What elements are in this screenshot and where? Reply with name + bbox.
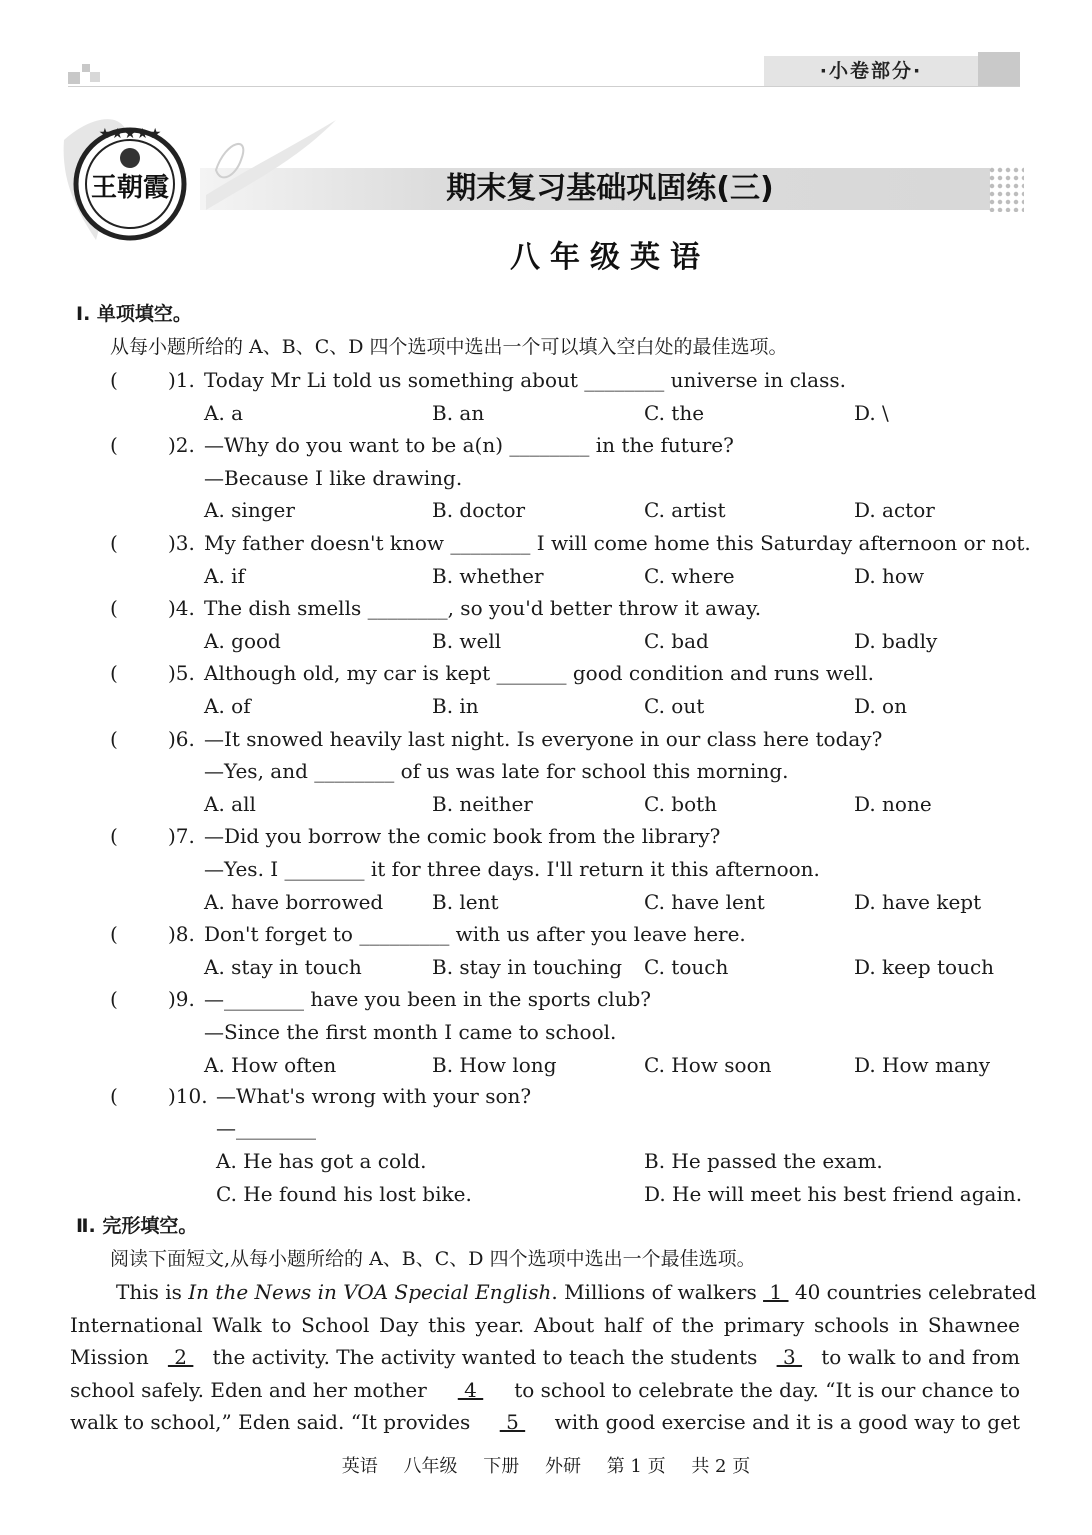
passage-text: . Millions of walkers [551, 1280, 764, 1304]
section-tag: ·小卷部分· [764, 56, 978, 86]
option: A. of [204, 694, 251, 718]
option: B. in [432, 694, 479, 718]
footer-subject: 英语 [341, 1456, 378, 1477]
option: C. He found his lost bike. [216, 1182, 472, 1206]
option: A. have borrowed [204, 890, 384, 914]
page-title: 期末复习基础巩固练(三) [446, 171, 774, 206]
option: C. How soon [644, 1053, 772, 1077]
svg-text:★★★★★: ★★★★★ [98, 126, 162, 142]
question-line: —Did you borrow the comic book from the library? [204, 824, 721, 848]
question-number: )8. [168, 922, 195, 946]
option: C. have lent [644, 890, 765, 914]
option: B. He passed the exam. [644, 1149, 883, 1173]
passage-text: walk to school,” Eden said. “It provides [70, 1410, 477, 1434]
answer-paren[interactable]: ( [110, 433, 118, 457]
footer-grade: 八年级 [403, 1456, 458, 1477]
page-footer [0, 1452, 1092, 1478]
question-number: )3. [168, 531, 195, 555]
passage-line [116, 1278, 1037, 1306]
publisher-logo [56, 100, 356, 250]
option: D. actor [854, 498, 935, 522]
logo-text: 王朝霞 [90, 173, 170, 203]
banner-dots [988, 166, 1024, 212]
section2-instruction: 阅读下面短文,从每小题所给的 A、B、C、D 四个选项中选出一个最佳选项。 [110, 1248, 756, 1270]
option: B. neither [432, 792, 533, 816]
tag-block [978, 52, 1020, 86]
corner-square [68, 72, 80, 84]
passage-line [70, 1408, 1020, 1436]
header-rule [68, 86, 1020, 87]
option: C. artist [644, 498, 726, 522]
option: B. stay in touching [432, 955, 623, 979]
question-line: Don't forget to _________ with us after you leave here. [204, 922, 746, 946]
question-line: —Since the first month I came to school. [204, 1020, 617, 1044]
answer-paren[interactable]: ( [110, 727, 118, 751]
option: B. well [432, 629, 502, 653]
question-line: —Why do you want to be a(n) ________ in the future? [204, 433, 734, 457]
answer-paren[interactable]: ( [110, 596, 118, 620]
corner-square [90, 72, 100, 82]
passage-text: to walk to and from [814, 1345, 1020, 1369]
option: A. stay in touch [204, 955, 362, 979]
question-number: )6. [168, 727, 195, 751]
option: A. He has got a cold. [216, 1149, 427, 1173]
option: A. a [204, 401, 244, 425]
option: D. badly [854, 629, 938, 653]
passage-text: with good exercise and it is a good way to get [548, 1410, 1020, 1434]
option: B. How long [432, 1053, 557, 1077]
passage-text: This is [116, 1280, 189, 1304]
question-line: Although old, my car is kept _______ good condition and runs well. [204, 661, 874, 685]
question-number: )10. [168, 1084, 208, 1108]
question-number: )1. [168, 368, 195, 392]
option: B. doctor [432, 498, 526, 522]
corner-square [82, 64, 90, 72]
option: C. both [644, 792, 718, 816]
option: C. out [644, 694, 705, 718]
option: D. have kept [854, 890, 982, 914]
option: B. an [432, 401, 485, 425]
question-line: My father doesn't know ________ I will come home this Saturday afternoon or not. [204, 531, 1031, 555]
option: A. singer [204, 498, 295, 522]
passage-line [70, 1343, 1020, 1371]
option: B. lent [432, 890, 499, 914]
footer-volume: 下册 [483, 1456, 520, 1477]
option: C. where [644, 564, 735, 588]
option: D. on [854, 694, 907, 718]
blank-4[interactable]: 4 [457, 1378, 484, 1402]
option: C. touch [644, 955, 729, 979]
blank-5[interactable]: 5 [499, 1410, 526, 1434]
question-line: Today Mr Li told us something about ________ universe in class. [204, 368, 846, 392]
option: A. if [204, 564, 245, 588]
question-number: )2. [168, 433, 195, 457]
answer-paren[interactable]: ( [110, 531, 118, 555]
passage-text: school safely. Eden and her mother [70, 1378, 434, 1402]
option: A. How often [204, 1053, 337, 1077]
answer-paren[interactable]: ( [110, 661, 118, 685]
blank-2[interactable]: 2 [167, 1345, 194, 1369]
footer-total: 共 2 页 [691, 1456, 751, 1477]
footer-publisher: 外研 [544, 1456, 581, 1477]
option: C. bad [644, 629, 709, 653]
question-number: )9. [168, 987, 195, 1011]
option: D. He will meet his best friend again. [644, 1182, 1023, 1206]
question-line: —Yes. I ________ it for three days. I'll return it this afternoon. [204, 857, 820, 881]
answer-paren[interactable]: ( [110, 987, 118, 1011]
question-line: —Yes, and ________ of us was late for school this morning. [204, 759, 789, 783]
option: C. the [644, 401, 705, 425]
answer-paren[interactable]: ( [110, 824, 118, 848]
passage-title: In the News in VOA Special English [188, 1280, 552, 1304]
question-number: )5. [168, 661, 195, 685]
option: B. whether [432, 564, 544, 588]
passage-text: 40 countries celebrated [788, 1280, 1037, 1304]
footer-page: 第 1 页 [606, 1456, 666, 1477]
option: D. none [854, 792, 932, 816]
answer-paren[interactable]: ( [110, 922, 118, 946]
option: A. good [204, 629, 281, 653]
question-line: —It snowed heavily last night. Is everyone in our class here today? [204, 727, 883, 751]
blank-3[interactable]: 3 [776, 1345, 803, 1369]
section1-heading: Ⅰ. 单项填空。 [76, 303, 192, 325]
question-line: —________ have you been in the sports club? [204, 987, 652, 1011]
passage-text: Mission [70, 1345, 156, 1369]
question-number: )7. [168, 824, 195, 848]
passage-text: the activity. The activity wanted to teach the students [206, 1345, 764, 1369]
passage-line [70, 1376, 1020, 1404]
question-line: —What's wrong with your son? [216, 1084, 532, 1108]
answer-paren[interactable]: ( [110, 368, 118, 392]
section1-instruction: 从每小题所给的 A、B、C、D 四个选项中选出一个可以填入空白处的最佳选项。 [110, 336, 788, 358]
answer-paren[interactable]: ( [110, 1084, 118, 1108]
option: D. keep touch [854, 955, 995, 979]
question-line: —________ [216, 1116, 316, 1140]
question-line: —Because I like drawing. [204, 466, 463, 490]
option: D. how [854, 564, 925, 588]
passage-line: International Walk to School Day this year. About half of the primary schools in Shawnee [70, 1313, 1020, 1337]
section2-heading: Ⅱ. 完形填空。 [76, 1215, 198, 1237]
blank-1[interactable]: 1 [763, 1280, 789, 1304]
question-line: The dish smells ________, so you'd better throw it away. [204, 596, 762, 620]
option: A. all [204, 792, 256, 816]
passage-text: to school to celebrate the day. “It is our chance to [507, 1378, 1020, 1402]
question-number: )4. [168, 596, 195, 620]
page-subtitle: 八年级英语 [510, 240, 710, 275]
option: D. \ [854, 401, 889, 425]
option: D. How many [854, 1053, 991, 1077]
